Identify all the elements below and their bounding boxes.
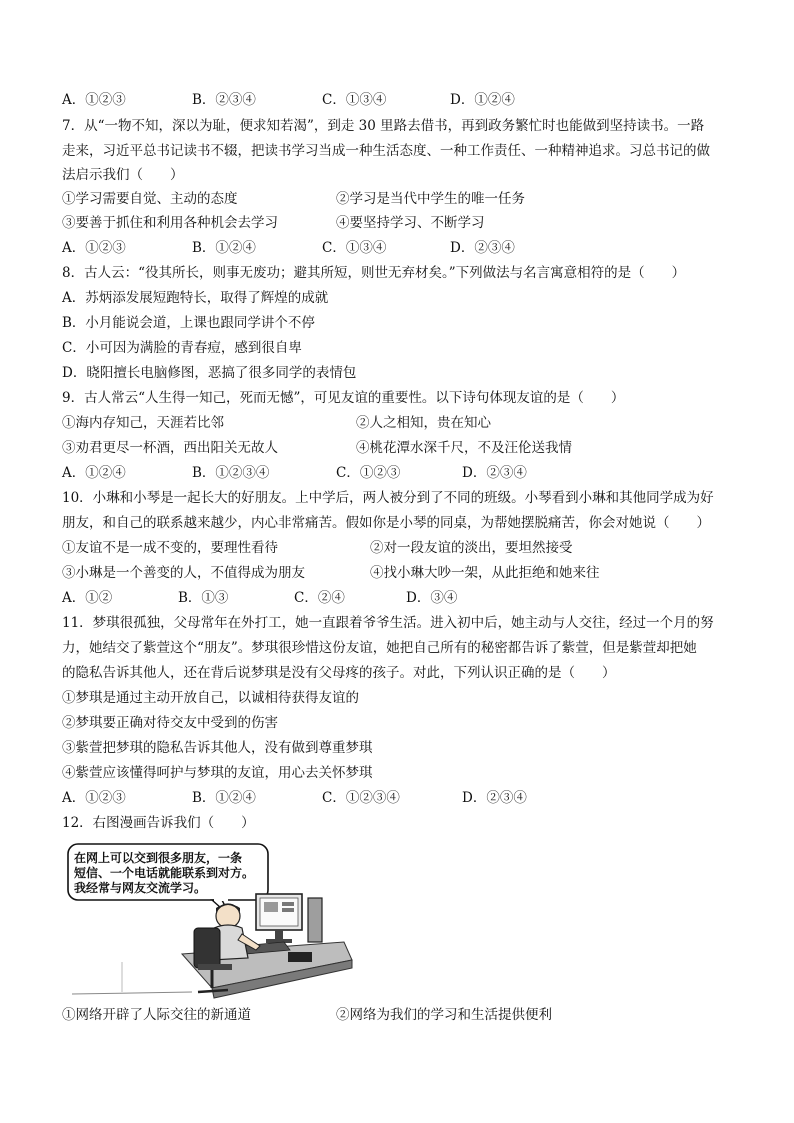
q8-choice-d: D．晓阳擅长电脑修图，恶搞了很多同学的表情包 xyxy=(62,365,357,381)
q12-cartoon xyxy=(62,842,354,1002)
q11-stem-line-1: 11．梦琪很孤独，父母常年在外打工，她一直跟着爷爷生活。进入初中后，她主动与人交往，经过一个月的努 xyxy=(62,615,714,631)
q9-option-c: C．①②③ xyxy=(336,465,401,481)
q11-stem-line-3: 的隐私告诉其他人，还在背后说梦琪是没有父母疼的孩子。对此，下列认识正确的是（ ） xyxy=(62,665,616,681)
q8-choice-c: C．小可因为满脸的青春痘，感到很自卑 xyxy=(62,340,302,356)
chair xyxy=(194,928,220,968)
q9-item-4: ④桃花潭水深千尺，不及汪伦送我情 xyxy=(356,440,572,456)
q11-item-4: ④紫萱应该懂得呵护与梦琪的友谊，用心去关怀梦琪 xyxy=(62,765,373,781)
q8-stem: 8．古人云：“役其所长，则事无废功；避其所短，则世无弃材矣。”下列做法与名言寓意相符的是（ ） xyxy=(62,265,686,281)
q10-stem-line-1: 10．小琳和小琴是一起长大的好朋友。上中学后，两人被分到了不同的班级。小琴看到小琳和其他同学成为好 xyxy=(62,490,714,506)
q12-item-2: ②网络为我们的学习和生活提供便利 xyxy=(336,1007,552,1023)
q8-choice-b: B．小月能说会道，上课也跟同学讲个不停 xyxy=(62,315,315,331)
q11-option-d: D．②③④ xyxy=(462,790,527,806)
computer-tower xyxy=(308,898,322,942)
q9-option-b: B．①②③④ xyxy=(192,465,270,481)
q12-item-1: ①网络开辟了人际交往的新通道 xyxy=(62,1007,251,1023)
q9-item-1: ①海内存知己，天涯若比邻 xyxy=(62,415,224,431)
q10-option-c: C．②④ xyxy=(294,590,345,606)
q7-stem-line-3: 法启示我们（ ） xyxy=(62,167,184,183)
q8-choice-a: A．苏炳添发展短跑特长，取得了辉煌的成就 xyxy=(62,290,329,306)
q10-item-1: ①友谊不是一成不变的，要理性看待 xyxy=(62,540,278,556)
q7-option-b: B．①②④ xyxy=(192,240,256,256)
q10-item-3: ③小琳是一个善变的人，不值得成为朋友 xyxy=(62,565,305,581)
bubble-line-3: 我经常与网友交流学习。 xyxy=(74,881,207,895)
bubble-line-2: 短信、一个电话就能联系到对方。 xyxy=(74,866,255,880)
q7-stem-line-2: 走来，习近平总书记读书不辍，把读书学习当成一种生活态度、一种工作责任、一种精神追求。习总书记的做 xyxy=(62,143,710,159)
q11-option-a: A．①②③ xyxy=(62,790,126,806)
telephone xyxy=(288,952,312,962)
q11-item-2: ②梦琪要正确对待交友中受到的伤害 xyxy=(62,715,278,731)
q7-item-3: ③要善于抓住和利用各种机会去学习 xyxy=(62,215,278,231)
q10-option-d: D．③④ xyxy=(406,590,458,606)
q6-option-d: D．①②④ xyxy=(450,92,515,108)
q10-stem-line-2: 朋友，和自己的联系越来越少，内心非常痛苦。假如你是小琴的同桌，为帮她摆脱痛苦，你会对她说（ ） xyxy=(62,515,710,531)
q12-stem: 12．右图漫画告诉我们（ ） xyxy=(62,815,255,831)
q7-option-c: C．①③④ xyxy=(322,240,387,256)
q9-item-3: ③劝君更尽一杯酒，西出阳关无故人 xyxy=(62,440,278,456)
q7-option-a: A．①②③ xyxy=(62,240,126,256)
q10-item-4: ④找小琳大吵一架，从此拒绝和她来往 xyxy=(370,565,600,581)
q9-stem: 9．古人常云“人生得一知己，死而无憾”，可见友谊的重要性。以下诗句体现友谊的是（ ） xyxy=(62,390,625,406)
q11-item-3: ③紫萱把梦琪的隐私告诉其他人，没有做到尊重梦琪 xyxy=(62,740,373,756)
q11-stem-line-2: 力，她结交了紫萱这个“朋友”。梦琪很珍惜这份友谊，她把自己所有的秘密都告诉了紫萱，但是紫萱却把她 xyxy=(62,640,697,656)
q6-option-a: A．①②③ xyxy=(62,92,126,108)
q9-option-d: D．②③④ xyxy=(462,465,527,481)
q7-item-2: ②学习是当代中学生的唯一任务 xyxy=(336,191,525,207)
q6-option-b: B．②③④ xyxy=(192,92,256,108)
q11-option-c: C．①②③④ xyxy=(322,790,400,806)
q7-item-1: ①学习需要自觉、主动的态度 xyxy=(62,191,238,207)
q7-stem-line-1: 7．从“一物不知，深以为耻，便求知若渴”，到走 30 里路去借书，再到政务繁忙时也能做到坚持读书。一路 xyxy=(62,118,705,134)
q11-option-b: B．①②④ xyxy=(192,790,256,806)
q9-item-2: ②人之相知，贵在知心 xyxy=(356,415,491,431)
q10-option-b: B．①③ xyxy=(178,590,229,606)
q10-item-2: ②对一段友谊的淡出，要坦然接受 xyxy=(370,540,573,556)
q7-option-d: D．②③④ xyxy=(450,240,515,256)
q6-option-c: C．①③④ xyxy=(322,92,387,108)
q7-item-4: ④要坚持学习、不断学习 xyxy=(336,215,485,231)
q11-item-1: ①梦琪是通过主动开放自己，以诚相待获得友谊的 xyxy=(62,690,359,706)
q9-option-a: A．①②④ xyxy=(62,465,126,481)
q10-option-a: A．①② xyxy=(62,590,113,606)
bubble-line-1: 在网上可以交到很多朋友，一条 xyxy=(74,851,243,865)
